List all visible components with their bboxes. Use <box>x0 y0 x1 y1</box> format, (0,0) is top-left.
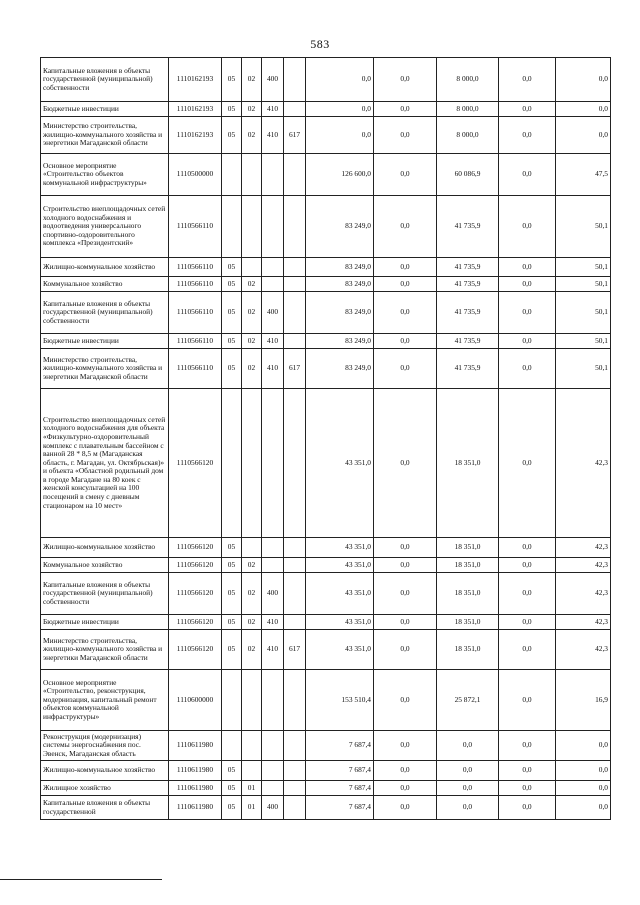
value-4-cell: 0,0 <box>499 117 556 154</box>
expense-type-cell: 400 <box>262 796 284 820</box>
admin-code-cell: 617 <box>284 117 306 154</box>
percent-cell: 0,0 <box>556 761 611 781</box>
value-2-cell: 0,0 <box>374 258 437 277</box>
value-4-cell: 0,0 <box>499 102 556 117</box>
subsection-cell <box>242 258 262 277</box>
value-4-cell: 0,0 <box>499 538 556 558</box>
plan-amount-cell: 7 687,4 <box>306 761 374 781</box>
subsection-cell: 02 <box>242 573 262 615</box>
percent-cell: 0,0 <box>556 781 611 796</box>
percent-cell: 50,1 <box>556 349 611 389</box>
plan-amount-cell: 0,0 <box>306 102 374 117</box>
target-code-cell: 1110500000 <box>169 154 222 196</box>
executed-amount-cell: 41 735,9 <box>437 292 499 334</box>
percent-cell: 42,3 <box>556 615 611 630</box>
expense-type-cell <box>262 277 284 292</box>
admin-code-cell <box>284 292 306 334</box>
admin-code-cell <box>284 558 306 573</box>
value-2-cell: 0,0 <box>374 196 437 258</box>
target-code-cell: 1110600000 <box>169 670 222 731</box>
section-cell <box>222 389 242 538</box>
table-row <box>41 258 611 277</box>
section-cell: 05 <box>222 781 242 796</box>
target-code-cell: 1110566120 <box>169 389 222 538</box>
row-name-cell: Основное мероприятие «Строительство, реконструкция, модернизация, капитальный ремонт объектов коммунальной инфраструктуры» <box>41 670 169 731</box>
expense-type-cell <box>262 558 284 573</box>
subsection-cell: 02 <box>242 58 262 102</box>
value-2-cell: 0,0 <box>374 154 437 196</box>
value-4-cell: 0,0 <box>499 154 556 196</box>
value-2-cell: 0,0 <box>374 58 437 102</box>
value-2-cell: 0,0 <box>374 796 437 820</box>
subsection-cell: 02 <box>242 117 262 154</box>
value-4-cell: 0,0 <box>499 796 556 820</box>
value-2-cell: 0,0 <box>374 389 437 538</box>
executed-amount-cell: 18 351,0 <box>437 389 499 538</box>
row-name-cell: Коммунальное хозяйство <box>41 558 169 573</box>
section-cell <box>222 731 242 761</box>
executed-amount-cell: 60 086,9 <box>437 154 499 196</box>
percent-cell: 50,1 <box>556 334 611 349</box>
admin-code-cell <box>284 761 306 781</box>
percent-cell: 47,5 <box>556 154 611 196</box>
expense-type-cell: 410 <box>262 615 284 630</box>
subsection-cell <box>242 670 262 731</box>
plan-amount-cell: 43 351,0 <box>306 615 374 630</box>
table-row <box>41 615 611 630</box>
target-code-cell: 1110566120 <box>169 630 222 670</box>
subsection-cell: 02 <box>242 349 262 389</box>
percent-cell: 0,0 <box>556 102 611 117</box>
target-code-cell: 1110566110 <box>169 196 222 258</box>
section-cell: 05 <box>222 538 242 558</box>
row-name-cell: Министерство строительства, жилищно-коммунального хозяйства и энергетики Магаданской области <box>41 117 169 154</box>
target-code-cell: 1110566110 <box>169 292 222 334</box>
row-name-cell: Капитальные вложения в объекты государственной (муниципальной) собственности <box>41 292 169 334</box>
section-cell <box>222 196 242 258</box>
value-4-cell: 0,0 <box>499 615 556 630</box>
value-2-cell: 0,0 <box>374 117 437 154</box>
table-row <box>41 196 611 258</box>
row-name-cell: Министерство строительства, жилищно-коммунального хозяйства и энергетики Магаданской области <box>41 349 169 389</box>
expense-type-cell <box>262 781 284 796</box>
row-name-cell: Бюджетные инвестиции <box>41 102 169 117</box>
plan-amount-cell: 43 351,0 <box>306 389 374 538</box>
value-2-cell: 0,0 <box>374 558 437 573</box>
section-cell: 05 <box>222 558 242 573</box>
value-2-cell: 0,0 <box>374 277 437 292</box>
table-row <box>41 58 611 102</box>
admin-code-cell <box>284 538 306 558</box>
target-code-cell: 1110162193 <box>169 102 222 117</box>
table-row <box>41 102 611 117</box>
section-cell: 05 <box>222 630 242 670</box>
row-name-cell: Строительство внеплощадочных сетей холодного водоснабжения и водоотведения универсального спортивно-оздоровительного комплекса «Президентский» <box>41 196 169 258</box>
section-cell: 05 <box>222 334 242 349</box>
plan-amount-cell: 83 249,0 <box>306 277 374 292</box>
admin-code-cell <box>284 781 306 796</box>
subsection-cell <box>242 154 262 196</box>
value-4-cell: 0,0 <box>499 389 556 538</box>
admin-code-cell <box>284 258 306 277</box>
value-4-cell: 0,0 <box>499 781 556 796</box>
executed-amount-cell: 18 351,0 <box>437 615 499 630</box>
executed-amount-cell: 25 872,1 <box>437 670 499 731</box>
value-2-cell: 0,0 <box>374 292 437 334</box>
value-2-cell: 0,0 <box>374 102 437 117</box>
plan-amount-cell: 43 351,0 <box>306 538 374 558</box>
value-4-cell: 0,0 <box>499 558 556 573</box>
expense-type-cell: 410 <box>262 349 284 389</box>
subsection-cell: 02 <box>242 334 262 349</box>
admin-code-cell: 617 <box>284 630 306 670</box>
executed-amount-cell: 41 735,9 <box>437 349 499 389</box>
table-row <box>41 538 611 558</box>
table-row <box>41 117 611 154</box>
plan-amount-cell: 83 249,0 <box>306 258 374 277</box>
subsection-cell: 02 <box>242 102 262 117</box>
plan-amount-cell: 153 510,4 <box>306 670 374 731</box>
value-2-cell: 0,0 <box>374 670 437 731</box>
target-code-cell: 1110611980 <box>169 781 222 796</box>
section-cell: 05 <box>222 349 242 389</box>
plan-amount-cell: 7 687,4 <box>306 731 374 761</box>
expense-type-cell <box>262 731 284 761</box>
value-4-cell: 0,0 <box>499 292 556 334</box>
section-cell: 05 <box>222 573 242 615</box>
executed-amount-cell: 0,0 <box>437 731 499 761</box>
expense-type-cell: 400 <box>262 292 284 334</box>
executed-amount-cell: 41 735,9 <box>437 334 499 349</box>
executed-amount-cell: 8 000,0 <box>437 117 499 154</box>
percent-cell: 42,3 <box>556 573 611 615</box>
value-2-cell: 0,0 <box>374 538 437 558</box>
percent-cell: 0,0 <box>556 58 611 102</box>
subsection-cell: 02 <box>242 277 262 292</box>
target-code-cell: 1110566110 <box>169 349 222 389</box>
expense-type-cell <box>262 761 284 781</box>
row-name-cell: Бюджетные инвестиции <box>41 615 169 630</box>
percent-cell: 0,0 <box>556 731 611 761</box>
executed-amount-cell: 0,0 <box>437 761 499 781</box>
section-cell: 05 <box>222 615 242 630</box>
row-name-cell: Основное мероприятие «Строительство объектов коммунальной инфраструктуры» <box>41 154 169 196</box>
table-row <box>41 670 611 731</box>
row-name-cell: Жилищно-коммунальное хозяйство <box>41 761 169 781</box>
plan-amount-cell: 0,0 <box>306 58 374 102</box>
admin-code-cell: 617 <box>284 349 306 389</box>
expense-type-cell: 400 <box>262 573 284 615</box>
section-cell: 05 <box>222 117 242 154</box>
target-code-cell: 1110566120 <box>169 573 222 615</box>
executed-amount-cell: 0,0 <box>437 781 499 796</box>
value-4-cell: 0,0 <box>499 196 556 258</box>
admin-code-cell <box>284 102 306 117</box>
subsection-cell <box>242 538 262 558</box>
subsection-cell <box>242 389 262 538</box>
executed-amount-cell: 18 351,0 <box>437 630 499 670</box>
expense-type-cell <box>262 670 284 731</box>
percent-cell: 42,3 <box>556 538 611 558</box>
percent-cell: 42,3 <box>556 630 611 670</box>
expense-type-cell: 410 <box>262 102 284 117</box>
expense-type-cell: 410 <box>262 630 284 670</box>
target-code-cell: 1110611980 <box>169 731 222 761</box>
value-2-cell: 0,0 <box>374 573 437 615</box>
value-4-cell: 0,0 <box>499 258 556 277</box>
admin-code-cell <box>284 334 306 349</box>
expense-type-cell: 400 <box>262 58 284 102</box>
value-4-cell: 0,0 <box>499 58 556 102</box>
value-2-cell: 0,0 <box>374 349 437 389</box>
table-row <box>41 334 611 349</box>
table-row <box>41 349 611 389</box>
section-cell: 05 <box>222 796 242 820</box>
admin-code-cell <box>284 389 306 538</box>
plan-amount-cell: 126 600,0 <box>306 154 374 196</box>
table-row <box>41 292 611 334</box>
section-cell: 05 <box>222 258 242 277</box>
footnote-divider <box>0 879 162 880</box>
table-row <box>41 389 611 538</box>
value-4-cell: 0,0 <box>499 630 556 670</box>
plan-amount-cell: 83 249,0 <box>306 196 374 258</box>
executed-amount-cell: 18 351,0 <box>437 538 499 558</box>
expense-type-cell <box>262 196 284 258</box>
subsection-cell <box>242 761 262 781</box>
expense-type-cell: 410 <box>262 334 284 349</box>
value-2-cell: 0,0 <box>374 731 437 761</box>
plan-amount-cell: 43 351,0 <box>306 573 374 615</box>
plan-amount-cell: 7 687,4 <box>306 796 374 820</box>
subsection-cell <box>242 196 262 258</box>
percent-cell: 50,1 <box>556 258 611 277</box>
section-cell: 05 <box>222 761 242 781</box>
section-cell: 05 <box>222 58 242 102</box>
section-cell <box>222 154 242 196</box>
value-4-cell: 0,0 <box>499 731 556 761</box>
target-code-cell: 1110566110 <box>169 258 222 277</box>
row-name-cell: Реконструкция (модернизация) системы энергоснабжения пос. Эвенск, Магаданская область <box>41 731 169 761</box>
percent-cell: 42,3 <box>556 389 611 538</box>
row-name-cell: Капитальные вложения в объекты государственной (муниципальной) собственности <box>41 58 169 102</box>
admin-code-cell <box>284 615 306 630</box>
executed-amount-cell: 8 000,0 <box>437 102 499 117</box>
section-cell: 05 <box>222 292 242 334</box>
target-code-cell: 1110611980 <box>169 761 222 781</box>
section-cell <box>222 670 242 731</box>
percent-cell: 50,1 <box>556 292 611 334</box>
target-code-cell: 1110566120 <box>169 615 222 630</box>
percent-cell: 0,0 <box>556 117 611 154</box>
row-name-cell: Коммунальное хозяйство <box>41 277 169 292</box>
table-row <box>41 277 611 292</box>
percent-cell: 0,0 <box>556 796 611 820</box>
plan-amount-cell: 43 351,0 <box>306 558 374 573</box>
subsection-cell: 01 <box>242 796 262 820</box>
expense-type-cell: 410 <box>262 117 284 154</box>
value-4-cell: 0,0 <box>499 761 556 781</box>
expense-type-cell <box>262 258 284 277</box>
section-cell: 05 <box>222 102 242 117</box>
table-row <box>41 731 611 761</box>
plan-amount-cell: 83 249,0 <box>306 349 374 389</box>
row-name-cell: Бюджетные инвестиции <box>41 334 169 349</box>
table-row <box>41 558 611 573</box>
value-2-cell: 0,0 <box>374 334 437 349</box>
executed-amount-cell: 8 000,0 <box>437 58 499 102</box>
target-code-cell: 1110611980 <box>169 796 222 820</box>
plan-amount-cell: 43 351,0 <box>306 630 374 670</box>
executed-amount-cell: 0,0 <box>437 796 499 820</box>
executed-amount-cell: 41 735,9 <box>437 277 499 292</box>
row-name-cell: Строительство внеплощадочных сетей холодного водоснабжения для объекта «Физкультурно-оздоровительный комплекс с плавательным бассейном с ванной 28 * 8,5 м (Магаданская область, г. Магадан, ул. Октябрьская)» и объекта «Областной родильный дом в городе Магадане на 80 коек с женской консультацией на 100 посещений в смену с дневным стационаром на 10 мест» <box>41 389 169 538</box>
expense-type-cell <box>262 538 284 558</box>
target-code-cell: 1110566110 <box>169 334 222 349</box>
value-2-cell: 0,0 <box>374 630 437 670</box>
row-name-cell: Жилищно-коммунальное хозяйство <box>41 538 169 558</box>
value-4-cell: 0,0 <box>499 334 556 349</box>
admin-code-cell <box>284 277 306 292</box>
row-name-cell: Капитальные вложения в объекты государственной (муниципальной) собственности <box>41 573 169 615</box>
target-code-cell: 1110566120 <box>169 558 222 573</box>
admin-code-cell <box>284 796 306 820</box>
target-code-cell: 1110162193 <box>169 117 222 154</box>
executed-amount-cell: 18 351,0 <box>437 558 499 573</box>
value-2-cell: 0,0 <box>374 781 437 796</box>
admin-code-cell <box>284 670 306 731</box>
percent-cell: 50,1 <box>556 196 611 258</box>
table-row <box>41 573 611 615</box>
percent-cell: 50,1 <box>556 277 611 292</box>
row-name-cell: Жилищное хозяйство <box>41 781 169 796</box>
value-2-cell: 0,0 <box>374 761 437 781</box>
value-4-cell: 0,0 <box>499 670 556 731</box>
executed-amount-cell: 41 735,9 <box>437 196 499 258</box>
value-4-cell: 0,0 <box>499 277 556 292</box>
table-row <box>41 154 611 196</box>
row-name-cell: Капитальные вложения в объекты государственной <box>41 796 169 820</box>
section-cell: 05 <box>222 277 242 292</box>
admin-code-cell <box>284 154 306 196</box>
expense-type-cell <box>262 389 284 538</box>
row-name-cell: Жилищно-коммунальное хозяйство <box>41 258 169 277</box>
table-row <box>41 761 611 781</box>
executed-amount-cell: 41 735,9 <box>437 258 499 277</box>
subsection-cell: 02 <box>242 630 262 670</box>
expense-type-cell <box>262 154 284 196</box>
plan-amount-cell: 7 687,4 <box>306 781 374 796</box>
subsection-cell: 02 <box>242 558 262 573</box>
percent-cell: 42,3 <box>556 558 611 573</box>
page-number: 583 <box>310 37 330 51</box>
plan-amount-cell: 0,0 <box>306 117 374 154</box>
value-4-cell: 0,0 <box>499 573 556 615</box>
target-code-cell: 1110566120 <box>169 538 222 558</box>
value-2-cell: 0,0 <box>374 615 437 630</box>
executed-amount-cell: 18 351,0 <box>437 573 499 615</box>
subsection-cell: 02 <box>242 292 262 334</box>
target-code-cell: 1110566110 <box>169 277 222 292</box>
admin-code-cell <box>284 196 306 258</box>
subsection-cell: 02 <box>242 615 262 630</box>
table-row <box>41 796 611 820</box>
table-row <box>41 781 611 796</box>
plan-amount-cell: 83 249,0 <box>306 334 374 349</box>
target-code-cell: 1110162193 <box>169 58 222 102</box>
admin-code-cell <box>284 58 306 102</box>
admin-code-cell <box>284 731 306 761</box>
admin-code-cell <box>284 573 306 615</box>
subsection-cell <box>242 731 262 761</box>
table-row <box>41 630 611 670</box>
subsection-cell: 01 <box>242 781 262 796</box>
budget-table <box>40 57 611 820</box>
row-name-cell: Министерство строительства, жилищно-коммунального хозяйства и энергетики Магаданской области <box>41 630 169 670</box>
percent-cell: 16,9 <box>556 670 611 731</box>
table-body <box>41 58 611 820</box>
value-4-cell: 0,0 <box>499 349 556 389</box>
plan-amount-cell: 83 249,0 <box>306 292 374 334</box>
